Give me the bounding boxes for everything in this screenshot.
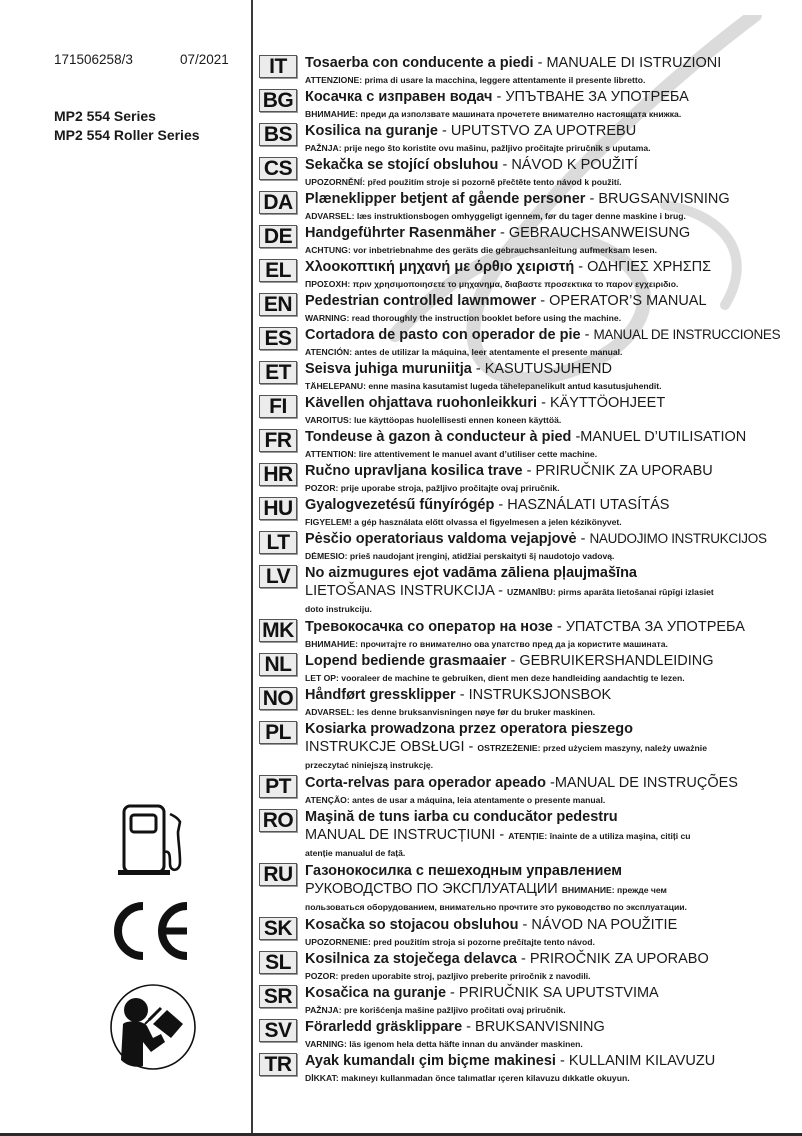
warning-text: ADVARSEL: læs instruktionsbogen omhyggeligt igennem, før du tager denne maskine i brug. [305,211,686,221]
language-code-badge: BS [259,123,297,146]
language-entry-pl [259,720,799,774]
language-code-badge: BG [259,89,297,112]
manual-type: LIETOŠANAS INSTRUKCIJA [305,583,495,599]
warning-text: ATENCIÓN: antes de utilizar la máquina, leer atentamente el presente manual. [305,347,623,357]
language-entry-de [259,224,799,258]
manual-type: HASZNÁLATI UTASÍTÁS [507,497,670,513]
language-code-badge: PT [259,775,297,798]
language-code-badge: NL [259,653,297,676]
manual-type: MANUEL D’UTILISATION [580,429,747,445]
language-entry-da [259,190,799,224]
manual-type: NAUDOJIMO INSTRUKCIJOS [589,531,767,546]
language-entry-sv [259,1018,799,1052]
language-entry-es [259,326,799,360]
manual-type: MANUAL DE INSTRUÇÕES [554,775,738,791]
separator: - [494,583,507,599]
warning-text: VAROITUS: lue käyttöopas huolellisesti ennen koneen käyttöä. [305,415,562,425]
manual-type: INSTRUKCJE OBSŁUGI [305,739,465,755]
warning-text: LET OP: vooraleer de machine te gebruiken, dient men deze handleiding aandachtig te lezen. [305,673,685,683]
separator: - [495,827,509,843]
language-code-badge: ET [259,361,297,384]
manual-line [305,826,799,845]
machine-title: Cortadora de pasto con operador de pie - MANUAL DE INSTRUCCIONES [305,327,781,343]
machine-title: No aizmugures ejot vadāma zāliena pļaujmašīna [305,565,637,581]
model-series [54,107,200,145]
language-code-badge: DE [259,225,297,248]
separator: - [585,191,599,207]
separator: - [471,361,485,377]
machine-title: Kosilica na guranje - UPUTSTVO ZA UPOTREBU [305,123,637,139]
separator: - [455,687,469,703]
machine-title: Maşină de tuns iarba cu conducător pedestru [305,809,618,825]
machine-title: Pėsčio operatoriaus valdoma vejapjovė - NAUDOJIMO INSTRUKCIJOS [305,531,767,547]
separator: - [494,497,508,513]
separator: - [536,293,550,309]
manual-type: MANUAL DE INSTRUCȚIUNI [305,827,496,843]
machine-title: Kosačka so stojacou obsluhou - NÁVOD NA POUŽITIE [305,917,678,933]
warning-text: PAŽNJA: pre korišćenja mašine pažljivo pročitati ovaj priručnik. [305,1005,566,1015]
machine-title: Ručno upravljana kosilica trave - PRIRUČNIK ZA UPORABU [305,463,713,479]
separator: - [580,327,594,343]
warning-text: ATTENZIONE: prima di usare la macchina, leggere attentamente il presente libretto. [305,75,646,85]
language-entry-ru [259,862,799,916]
machine-title: Kävellen ohjattava ruohonleikkuri - KÄYTTÖOHJEET [305,395,666,411]
language-code-badge: DA [259,191,297,214]
machine-title: Kosačica na guranje - PRIRUČNIK SA UPUTSTVIMA [305,985,659,1001]
language-code-badge: SL [259,951,297,974]
language-code-badge: PL [259,721,297,744]
language-code-badge: FR [259,429,297,452]
language-entry-sl [259,950,799,984]
language-code-badge: LV [259,565,297,588]
warning-text: OSTRZEŻENIE: przed użyciem maszyny, należy uważnie [477,743,707,753]
language-code-badge: HU [259,497,297,520]
language-entry-no [259,686,799,720]
left-panel [0,0,252,1136]
language-code-badge: HR [259,463,297,486]
separator: - [522,463,536,479]
series-name: MP2 554 Series [54,108,156,124]
separator: - [574,259,588,275]
manual-type: BRUKSANVISNING [475,1019,605,1035]
manual-type: УПАТСТВА ЗА УПОТРЕБА [565,619,745,635]
separator: - [533,55,547,71]
manual-type: GEBRUIKERSHANDLEIDING [519,653,714,669]
warning-text: ATTENTION: lire attentivement le manuel avant d’utiliser cette machine. [305,449,598,459]
vertical-divider [251,0,253,1133]
language-code-badge: TR [259,1053,297,1076]
language-entry-cs [259,156,799,190]
manual-type: УПЪТВАНЕ ЗА УПОТРЕБА [505,89,689,105]
machine-title: Gyalogvezetésű fűnyírógép - HASZNÁLATI UTASÍTÁS [305,497,670,513]
language-entry-et [259,360,799,394]
machine-title: Tondeuse à gazon à conducteur à pied -MANUEL D’UTILISATION [305,429,747,445]
language-entry-bs [259,122,799,156]
language-entry-el [259,258,799,292]
machine-title: Tosaerba con conducente a piedi - MANUALE DI ISTRUZIONI [305,55,722,71]
machine-title: Corta-relvas para operador apeado -MANUAL DE INSTRUÇÕES [305,775,738,791]
document-number: 171506258/3 [54,52,133,67]
document-date: 07/2021 [180,52,229,67]
manual-type: РУКОВОДСТВО ПО ЭКСПЛУАТАЦИИ [305,881,558,897]
language-code-badge: IT [259,55,297,78]
machine-title: Газонокосилка с пешеходным управлением [305,863,623,879]
machine-title: Håndført gressklipper - INSTRUKSJONSBOK [305,687,612,703]
language-entry-sr [259,984,799,1018]
separator: - [437,123,451,139]
warning-text: ACHTUNG: vor inbetriebnahme des geräts die gebrauchsanleitung aufmerksam lesen. [305,245,657,255]
machine-title: Косачка с изправен водач - УПЪТВАНЕ ЗА УПОТРЕБА [305,89,689,105]
manual-line [305,582,799,601]
manual-line [305,738,799,757]
manual-type: KASUTUSJUHEND [484,361,612,377]
manual-type: ΟΔΗΓΙΕΣ ΧΡΗΣΠΣ [587,259,712,275]
machine-title: Sekačka se stojící obsluhou - NÁVOD K POUŽITÍ [305,157,638,173]
language-code-badge: SV [259,1019,297,1042]
warning-text: FIGYELEM! a gép használata előtt olvassa el figyelmesen a jelen kézikönyvet. [305,517,622,527]
manual-type: PRIROČNIK ZA UPORABO [529,951,709,967]
language-entry-fi [259,394,799,428]
warning-text: ATENȚIE: înainte de a utiliza maşina, citiți cu [508,831,691,841]
warning-text: DĖMESIO: prieš naudojant įrenginį, atidžiai perskaityti šį naudotojo vadovą. [305,551,615,561]
warning-text: VARNING: läs igenom hela detta häfte innan du använder maskinen. [305,1039,583,1049]
manual-line [305,880,799,899]
language-entry-fr [259,428,799,462]
separator: - [545,775,555,791]
manual-type: NÁVOD K POUŽITÍ [511,157,638,173]
warning-text: TÄHELEPANU: enne masina kasutamist lugeda tähelepanelikult antud kasutusjuhendit. [305,381,662,391]
separator: - [537,395,550,411]
warning-text-continued: doto instrukciju. [305,604,372,614]
manual-type: MANUAL DE INSTRUCCIONES [593,327,781,342]
manual-type: PRIRUČNIK ZA UPORABU [535,463,713,479]
warning-text: UPOZORNĚNÍ: před použitím stroje si pozorně přečtěte tento návod k použití. [305,177,622,187]
language-entry-pt [259,774,799,808]
ce-mark-icon [113,902,193,960]
separator: - [492,89,506,105]
separator: - [576,531,590,547]
language-code-badge: FI [259,395,297,418]
language-code-badge: MK [259,619,297,642]
language-entry-en [259,292,799,326]
machine-title: Plæneklipper betjent af gående personer - BRUGSANVISNING [305,191,730,207]
manual-type: GEBRAUCHSANWEISUNG [508,225,691,241]
manual-type: KÄYTTÖOHJEET [549,395,666,411]
language-entry-mk [259,618,799,652]
separator: - [552,619,566,635]
language-code-badge: RO [259,809,297,832]
language-entry-nl [259,652,799,686]
machine-title: Förarledd gräsklippare - BRUKSANVISNING [305,1019,605,1035]
language-code-badge: RU [259,863,297,886]
manual-type: PRIRUČNIK SA UPUTSTVIMA [458,985,659,1001]
separator: - [495,225,509,241]
language-code-badge: ES [259,327,297,350]
warning-text: WARNING: read thoroughly the instruction booklet before using the machine. [305,313,622,323]
warning-text: ВНИМАНИЕ: прежде чем [561,885,667,895]
manual-type: BRUGSANVISNING [598,191,730,207]
separator: - [516,951,530,967]
manual-type: OPERATOR’S MANUAL [549,293,707,309]
language-entry-hu [259,496,799,530]
warning-text: ВНИМАНИЕ: прочитајте го внимателно ова упатство пред да ја користите машината. [305,639,668,649]
read-manual-icon [109,980,197,1074]
warning-text: UPOZORNENIE: pred použitím stroja si pozorne prečítajte tento návod. [305,937,595,947]
language-entry-bg [259,88,799,122]
language-code-badge: SK [259,917,297,940]
warning-text: ВНИМАНИЕ: преди да използвате машината прочетете внимателно настоящата книжка. [305,109,682,119]
separator: - [446,985,459,1001]
language-code-badge: NO [259,687,297,710]
machine-title: Kosiarka prowadzona przez operatora pieszego [305,721,633,737]
language-list [259,54,799,1086]
manual-type: KULLANIM KILAVUZU [568,1053,716,1069]
warning-text-continued: przeczytać niniejszą instrukcję. [305,760,434,770]
language-entry-lt [259,530,799,564]
language-entry-lv [259,564,799,618]
language-entry-sk [259,916,799,950]
separator: - [555,1053,569,1069]
warning-text: ATENÇÃO: antes de usar a máquina, leia atentamente o presente manual. [305,795,606,805]
machine-title: Pedestrian controlled lawnmower - OPERATOR’S MANUAL [305,293,707,309]
warning-text: ΠΡΟΣΟΧΗ: πριν χρησιμοποιησετε το μηχανημα, διαβαστε προσεκτικα το παρον εγχειριδιο. [305,279,679,289]
series-name: MP2 554 Roller Series [54,127,200,143]
language-entry-ro [259,808,799,862]
machine-title: Lopend bediende grasmaaier - GEBRUIKERSHANDLEIDING [305,653,714,669]
machine-title: Handgeführter Rasenmäher - GEBRAUCHSANWEISUNG [305,225,691,241]
language-entry-tr [259,1052,799,1086]
language-code-badge: LT [259,531,297,554]
machine-title: Ayak kumandalı çim biçme makinesi - KULLANIM KILAVUZU [305,1053,716,1069]
warning-text-continued: пользоваться оборудованием, внимательно прочтите это руководство по эксплуатации. [305,902,687,912]
machine-title: Kosilnica za stoječega delavca - PRIROČNIK ZA UPORABO [305,951,709,967]
separator: - [464,739,478,755]
warning-text: DİKKAT: makıneyı kullanmadan önce talımatlar ıçeren kilavuzu dıkkatle okuyun. [305,1073,630,1083]
machine-title: Seisva juhiga muruniitja - KASUTUSJUHEND [305,361,612,377]
warning-text: ADVARSEL: les denne bruksanvisningen nøye før du bruker maskinen. [305,707,596,717]
separator: - [506,653,520,669]
warning-text: PAŽNJA: prije nego što koristite ovu mašinu, pažljivo pročitajte priručnik s uputama. [305,143,651,153]
language-code-badge: EL [259,259,297,282]
warning-text: POZOR: prije uporabe stroja, pažljivo pročitajte ovaj priručnik. [305,483,560,493]
machine-title: Тревокосачка со оператор на нозе - УПАТСТВА ЗА УПОТРЕБА [305,619,745,635]
manual-type: INSTRUKSJONSBOK [468,687,612,703]
language-code-badge: EN [259,293,297,316]
separator: - [462,1019,476,1035]
separator: - [518,917,532,933]
manual-type: NÁVOD NA POUŽITIE [531,917,678,933]
warning-text-continued: atenție manualul de față. [305,848,406,858]
machine-title: Χλοοκοπτική μηχανή με όρθιο χειριστή - ΟΔΗΓΙΕΣ ΧΡΗΣΠΣ [305,259,712,275]
separator: - [498,157,512,173]
manual-type: MANUALE DI ISTRUZIONI [546,55,722,71]
warning-text: UZMANĪBU: pirms aparāta lietošanai rūpīgi izlasiet [506,587,714,597]
language-code-badge: SR [259,985,297,1008]
manual-type: UPUTSTVO ZA UPOTREBU [450,123,637,139]
warning-text: POZOR: preden uporabite stroj, pazljivo preberite priročnik z navodili. [305,971,591,981]
fuel-pump-icon [118,798,188,882]
language-code-badge: CS [259,157,297,180]
language-entry-it [259,54,799,88]
language-entry-hr [259,462,799,496]
separator: - [571,429,581,445]
